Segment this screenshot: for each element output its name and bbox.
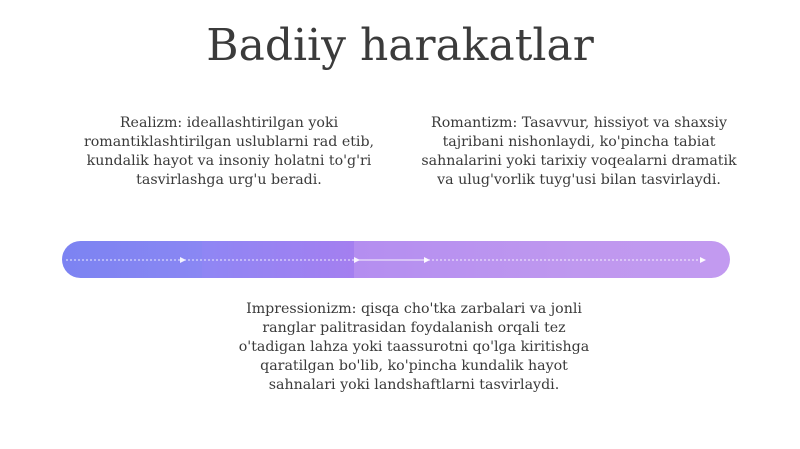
realism-description: Realizm: ideallashtirilgan yoki romantiklashtirilgan uslublarni rad etib, kundalik hayot va insoniy holatni to'g'ri tasvirlashga urg'u beradi. bbox=[83, 115, 375, 188]
romanticism-description: Romantizm: Tasavvur, hissiyot va shaxsiy tajribani nishonlaydi, ko'pincha tabiat sahnalarini yoki tarixiy voqealarni dramatik va ulug'vorlik tuyg'usi bilan tasvirlaydi. bbox=[421, 115, 737, 188]
page-title: Badiiy harakatlar bbox=[206, 20, 594, 71]
timeline-arrows bbox=[62, 241, 730, 278]
arrow-head-4 bbox=[700, 257, 706, 263]
timeline-bar bbox=[62, 241, 730, 278]
impressionism-description: Impressionizm: qisqa cho'tka zarbalari va jonli ranglar palitrasidan foydalanish orqali tez o'tadigan lahza yoki taassurotni qo'lga kiritishga qaratilgan bo'lib, ko'pincha kundalik hayot sahnalari yoki landshaftlarni tasvirlaydi. bbox=[238, 301, 590, 393]
